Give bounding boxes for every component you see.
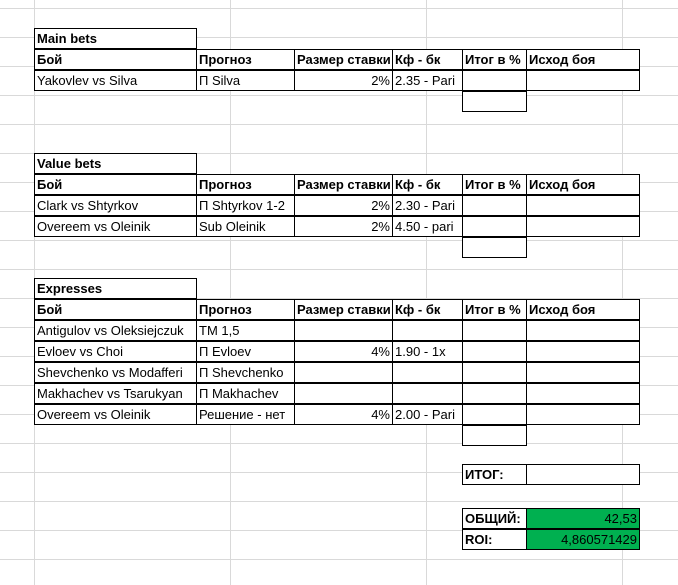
expresses-header-forecast[interactable]: Прогноз <box>196 299 295 320</box>
table-cell-stake[interactable]: 2% <box>294 70 393 91</box>
table-cell-forecast[interactable]: П Shevchenko <box>196 362 295 383</box>
roi-value-cell[interactable]: 4,860571429 <box>526 529 640 550</box>
value-bets-title[interactable]: Value bets <box>34 153 197 174</box>
table-cell-fight[interactable]: Clark vs Shtyrkov <box>34 195 197 216</box>
table-cell-forecast[interactable]: П Shtyrkov 1-2 <box>196 195 295 216</box>
table-cell-result-pct[interactable] <box>462 362 527 383</box>
table-cell-forecast[interactable]: П Makhachev <box>196 383 295 404</box>
table-cell-forecast[interactable]: ТМ 1,5 <box>196 320 295 341</box>
table-cell-fight[interactable]: Makhachev vs Tsarukyan <box>34 383 197 404</box>
table-cell-odds[interactable]: 4.50 - pari <box>392 216 463 237</box>
value-bets-header-outcome[interactable]: Исход боя <box>526 174 640 195</box>
expresses-header-result-pct[interactable]: Итог в % <box>462 299 527 320</box>
itog-label-cell[interactable]: ИТОГ: <box>462 464 527 485</box>
table-cell-odds[interactable] <box>392 362 463 383</box>
expresses-header-fight[interactable]: Бой <box>34 299 197 320</box>
value-bets-header-forecast[interactable]: Прогноз <box>196 174 295 195</box>
table-cell-odds[interactable] <box>392 320 463 341</box>
table-cell-result-pct[interactable] <box>462 404 527 425</box>
table-cell-fight[interactable]: Shevchenko vs Modafferi <box>34 362 197 383</box>
table-cell-fight[interactable]: Evloev vs Choi <box>34 341 197 362</box>
expresses-header-odds[interactable]: Кф - бк <box>392 299 463 320</box>
table-cell-stake[interactable]: 4% <box>294 341 393 362</box>
main-bets-header-outcome[interactable]: Исход боя <box>526 49 640 70</box>
table-cell-stake[interactable]: 2% <box>294 216 393 237</box>
table-cell-forecast[interactable]: П Evloev <box>196 341 295 362</box>
table-cell-stake[interactable] <box>294 383 393 404</box>
table-cell-stake[interactable] <box>294 320 393 341</box>
table-cell-outcome[interactable] <box>526 362 640 383</box>
expresses-subtotal-cell[interactable] <box>462 425 527 446</box>
table-cell-result-pct[interactable] <box>462 320 527 341</box>
main-bets-header-fight[interactable]: Бой <box>34 49 197 70</box>
main-bets-header-result-pct[interactable]: Итог в % <box>462 49 527 70</box>
table-cell-outcome[interactable] <box>526 320 640 341</box>
main-bets-title[interactable]: Main bets <box>34 28 197 49</box>
main-bets-header-stake[interactable]: Размер ставки <box>294 49 393 70</box>
table-cell-forecast[interactable]: Решение - нет <box>196 404 295 425</box>
table-cell-result-pct[interactable] <box>462 70 527 91</box>
table-cell-outcome[interactable] <box>526 383 640 404</box>
table-cell-fight[interactable]: Overeem vs Oleinik <box>34 216 197 237</box>
table-cell-outcome[interactable] <box>526 195 640 216</box>
table-cell-outcome[interactable] <box>526 404 640 425</box>
table-cell-result-pct[interactable] <box>462 216 527 237</box>
value-bets-header-fight[interactable]: Бой <box>34 174 197 195</box>
table-cell-odds[interactable]: 1.90 - 1x <box>392 341 463 362</box>
table-cell-result-pct[interactable] <box>462 341 527 362</box>
table-cell-stake[interactable]: 4% <box>294 404 393 425</box>
table-cell-outcome[interactable] <box>526 216 640 237</box>
table-cell-odds[interactable]: 2.30 - Pari <box>392 195 463 216</box>
expresses-header-outcome[interactable]: Исход боя <box>526 299 640 320</box>
table-cell-fight[interactable]: Yakovlev vs Silva <box>34 70 197 91</box>
table-cell-stake[interactable] <box>294 362 393 383</box>
roi-label-cell[interactable]: ROI: <box>462 529 527 550</box>
total-label-cell[interactable]: ОБЩИЙ: <box>462 508 527 529</box>
total-value-cell[interactable]: 42,53 <box>526 508 640 529</box>
table-cell-forecast[interactable]: Sub Oleinik <box>196 216 295 237</box>
table-cell-forecast[interactable]: П Silva <box>196 70 295 91</box>
value-bets-header-result-pct[interactable]: Итог в % <box>462 174 527 195</box>
value-bets-header-odds[interactable]: Кф - бк <box>392 174 463 195</box>
table-cell-fight[interactable]: Antigulov vs Oleksiejczuk <box>34 320 197 341</box>
table-cell-outcome[interactable] <box>526 70 640 91</box>
table-cell-stake[interactable]: 2% <box>294 195 393 216</box>
table-cell-result-pct[interactable] <box>462 195 527 216</box>
expresses-header-stake[interactable]: Размер ставки <box>294 299 393 320</box>
value-bets-header-stake[interactable]: Размер ставки <box>294 174 393 195</box>
main-bets-header-forecast[interactable]: Прогноз <box>196 49 295 70</box>
expresses-title[interactable]: Expresses <box>34 278 197 299</box>
main-bets-header-odds[interactable]: Кф - бк <box>392 49 463 70</box>
table-cell-outcome[interactable] <box>526 341 640 362</box>
table-cell-fight[interactable]: Overeem vs Oleinik <box>34 404 197 425</box>
table-cell-odds[interactable]: 2.00 - Pari <box>392 404 463 425</box>
table-cell-odds[interactable] <box>392 383 463 404</box>
table-cell-result-pct[interactable] <box>462 383 527 404</box>
itog-value-cell[interactable] <box>526 464 640 485</box>
table-cell-odds[interactable]: 2.35 - Pari <box>392 70 463 91</box>
main-bets-subtotal-cell[interactable] <box>462 91 527 112</box>
value-bets-subtotal-cell[interactable] <box>462 237 527 258</box>
